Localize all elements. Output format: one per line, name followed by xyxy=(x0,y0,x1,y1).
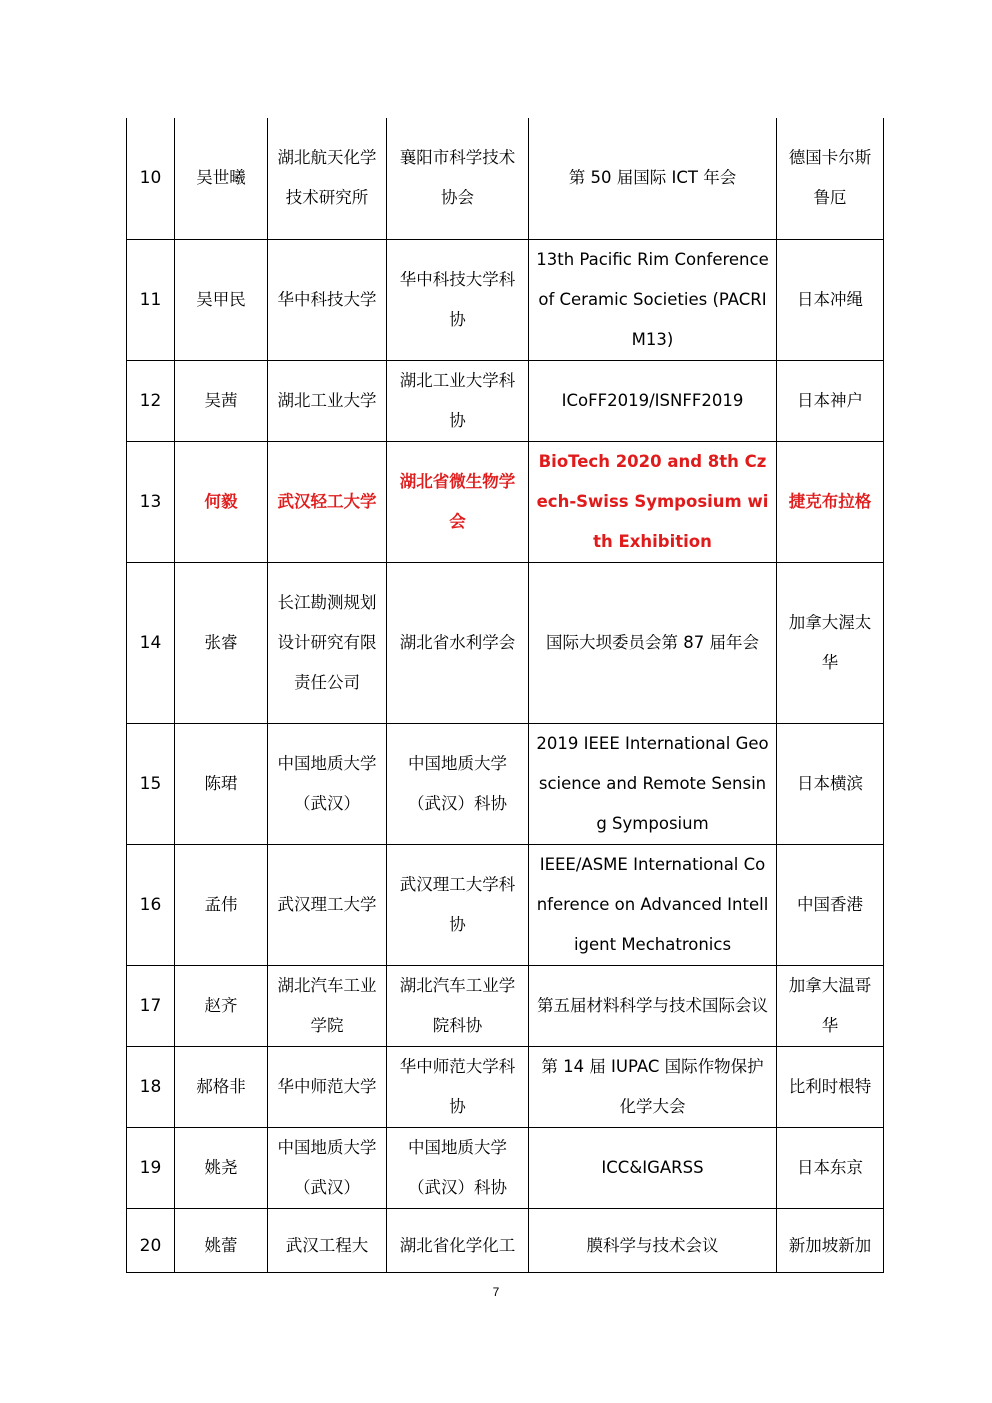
row-number: 14 xyxy=(127,562,175,723)
row-number: 17 xyxy=(127,965,175,1046)
location-cell: 日本神户 xyxy=(777,360,884,441)
name-cell: 姚蕾 xyxy=(175,1208,268,1272)
table-row xyxy=(127,118,884,239)
unit-cell: 湖北航天化学技术研究所 xyxy=(268,118,387,239)
location-cell: 日本东京 xyxy=(777,1127,884,1208)
name-cell: 姚尧 xyxy=(175,1127,268,1208)
row-number: 12 xyxy=(127,360,175,441)
row-number: 20 xyxy=(127,1208,175,1272)
name-cell: 赵齐 xyxy=(175,965,268,1046)
row-number: 18 xyxy=(127,1046,175,1127)
location-cell: 加拿大温哥华 xyxy=(777,965,884,1046)
row-number: 15 xyxy=(127,723,175,844)
participants-table xyxy=(126,118,884,1273)
name-cell: 郝格非 xyxy=(175,1046,268,1127)
conference-cell: 第 50 届国际 ICT 年会 xyxy=(529,118,777,239)
location-cell: 新加坡新加 xyxy=(777,1208,884,1272)
recommender-cell: 湖北汽车工业学院科协 xyxy=(387,965,529,1046)
page-number: 7 xyxy=(492,1285,500,1299)
table-row xyxy=(127,1127,884,1208)
table-row xyxy=(127,844,884,965)
row-number: 19 xyxy=(127,1127,175,1208)
unit-cell: 湖北汽车工业学院 xyxy=(268,965,387,1046)
recommender-cell: 中国地质大学（武汉）科协 xyxy=(387,723,529,844)
name-cell: 何毅 xyxy=(175,441,268,562)
unit-cell: 中国地质大学（武汉） xyxy=(268,1127,387,1208)
recommender-cell: 湖北省水利学会 xyxy=(387,562,529,723)
row-number: 13 xyxy=(127,441,175,562)
conference-cell: ICC&IGARSS xyxy=(529,1127,777,1208)
row-number: 10 xyxy=(127,118,175,239)
recommender-cell: 武汉理工大学科协 xyxy=(387,844,529,965)
table-row xyxy=(127,1046,884,1127)
table-row xyxy=(127,723,884,844)
recommender-cell: 湖北省微生物学会 xyxy=(387,441,529,562)
recommender-cell: 中国地质大学（武汉）科协 xyxy=(387,1127,529,1208)
unit-cell: 长江勘测规划设计研究有限责任公司 xyxy=(268,562,387,723)
name-cell: 张睿 xyxy=(175,562,268,723)
location-cell: 日本冲绳 xyxy=(777,239,884,360)
conference-cell: IEEE/ASME International Conference on Advanced Intelligent Mechatronics xyxy=(529,844,777,965)
name-cell: 陈珺 xyxy=(175,723,268,844)
table-row xyxy=(127,562,884,723)
conference-cell: 第 14 届 IUPAC 国际作物保护化学大会 xyxy=(529,1046,777,1127)
conference-cell: 第五届材料科学与技术国际会议 xyxy=(529,965,777,1046)
location-cell: 加拿大渥太华 xyxy=(777,562,884,723)
location-cell: 比利时根特 xyxy=(777,1046,884,1127)
participants-table-wrap xyxy=(126,118,883,1273)
name-cell: 吴茜 xyxy=(175,360,268,441)
recommender-cell: 华中科技大学科协 xyxy=(387,239,529,360)
conference-cell: 国际大坝委员会第 87 届年会 xyxy=(529,562,777,723)
unit-cell: 武汉理工大学 xyxy=(268,844,387,965)
location-cell: 捷克布拉格 xyxy=(777,441,884,562)
conference-cell: 2019 IEEE International Geoscience and Remote Sensing Symposium xyxy=(529,723,777,844)
table-row xyxy=(127,360,884,441)
name-cell: 吴世曦 xyxy=(175,118,268,239)
recommender-cell: 襄阳市科学技术协会 xyxy=(387,118,529,239)
unit-cell: 湖北工业大学 xyxy=(268,360,387,441)
table-row-highlighted xyxy=(127,441,884,562)
location-cell: 德国卡尔斯鲁厄 xyxy=(777,118,884,239)
recommender-cell: 湖北工业大学科协 xyxy=(387,360,529,441)
unit-cell: 中国地质大学（武汉） xyxy=(268,723,387,844)
conference-cell: ICoFF2019/ISNFF2019 xyxy=(529,360,777,441)
unit-cell: 华中师范大学 xyxy=(268,1046,387,1127)
row-number: 16 xyxy=(127,844,175,965)
conference-cell: BioTech 2020 and 8th Czech-Swiss Symposium with Exhibition xyxy=(529,441,777,562)
name-cell: 孟伟 xyxy=(175,844,268,965)
table-row xyxy=(127,1208,884,1272)
unit-cell: 武汉工程大 xyxy=(268,1208,387,1272)
table-row xyxy=(127,239,884,360)
recommender-cell: 湖北省化学化工 xyxy=(387,1208,529,1272)
location-cell: 中国香港 xyxy=(777,844,884,965)
unit-cell: 华中科技大学 xyxy=(268,239,387,360)
conference-cell: 膜科学与技术会议 xyxy=(529,1208,777,1272)
name-cell: 吴甲民 xyxy=(175,239,268,360)
location-cell: 日本横滨 xyxy=(777,723,884,844)
recommender-cell: 华中师范大学科协 xyxy=(387,1046,529,1127)
table-row xyxy=(127,965,884,1046)
row-number: 11 xyxy=(127,239,175,360)
unit-cell: 武汉轻工大学 xyxy=(268,441,387,562)
conference-cell: 13th Pacific Rim Conference of Ceramic Societies (PACRIM13) xyxy=(529,239,777,360)
